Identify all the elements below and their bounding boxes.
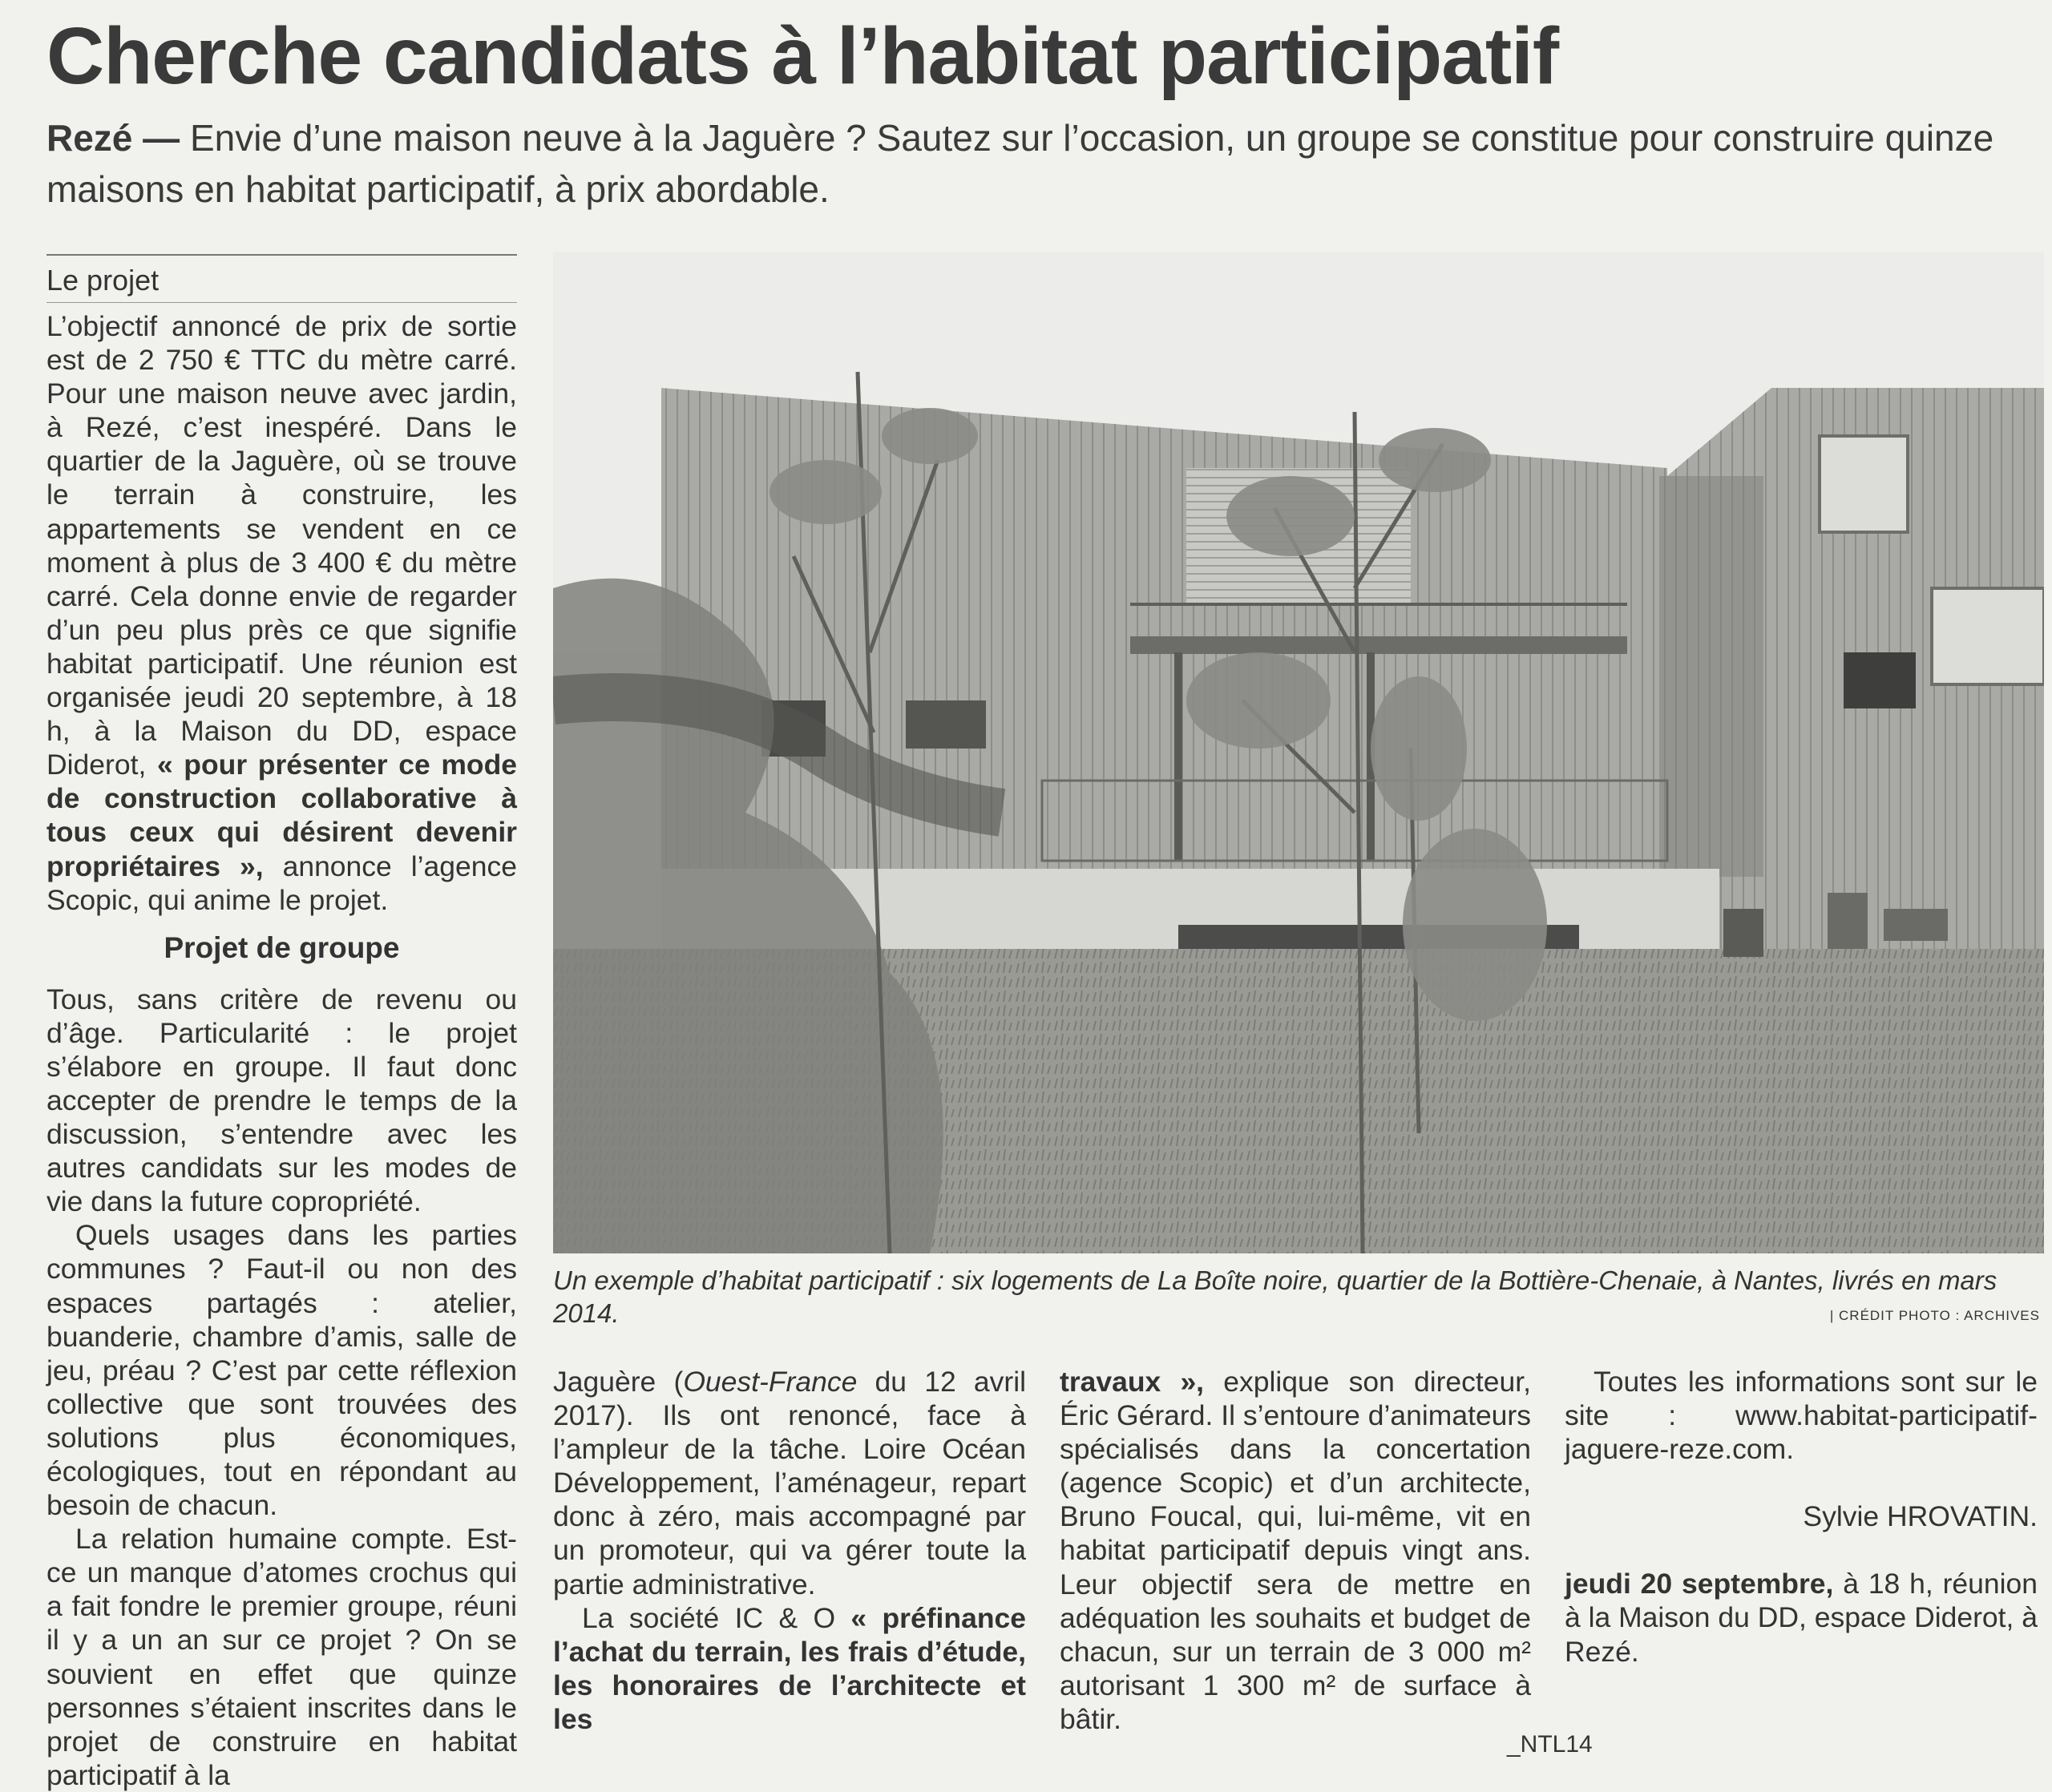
section1-rule [46,254,517,256]
column2-text-c: La société IC & O [582,1601,851,1634]
photo-credit: | CRÉDIT PHOTO : ARCHIVES [1829,1308,2040,1323]
column-3 [1060,1365,1531,1736]
section1-text-end: annonce l’agence Scopic, qui anime le projet. [46,850,517,916]
headline: Cherche candidats à l’habitat participatif [46,11,1559,101]
chapo-text: Envie d’une maison neuve à la Jaguère ? Sautez sur l’occasion, un groupe se constitue pour construire quinze maisons en habitat participatif, à prix abordable. [46,117,1994,210]
column3-text: explique son directeur, Éric Gérard. Il s’entoure d’animateurs spécialisés dans la concertation (agence Scopic) et d’un architecte, Bruno Foucal, qui, lui-même, vit en habitat participatif depuis vingt ans. Leur objectif sera de mettre en adéquation les souhaits et budget de chacun, sur un terrain de 3 000 m² autorisant 1 300 m² de surface à bâtir. [1060,1366,1532,1735]
section2-paragraph-1: Tous, sans critère de revenu ou d’âge. Particularité : le projet s’élabore en groupe. Il faut donc accepter de prendre le temps de la discussion, s’entendre avec les autres candidats sur les modes de vie dans la future copropriété. [46,983,517,1218]
section2-paragraph-3: La relation humaine compte. Est-ce un manque d’atomes crochus qui a fait fondre le premier groupe, réuni il y a un an sur ce projet ? On se souvient en effet que quinze personnes s’étaient inscrites dans le projet de construire en habitat participatif à la [46,1523,517,1791]
column2-text-b: du 12 avril 2017). Ils ont renoncé, face à l’ampleur de la tâche. Loire Océan Développement, l’aménageur, repart donc à zéro, mais accompagné par un promoteur, qui va gérer toute la partie administrative. [553,1366,1026,1600]
column-4 [1565,1365,2038,1669]
section1-title-underline [46,302,517,303]
section1-paragraph [46,309,517,917]
event-text: à 18 h, réunion à la Maison du DD, espace Diderot, à Rezé. [1565,1568,2038,1668]
chapo-city: Rezé — [46,117,180,159]
section1-title: Le projet [46,264,160,297]
section1-quote: « pour présenter ce mode de construction collaborative à tous ceux qui désirent devenir propriétaires », [46,749,518,882]
column2-paragraph-2 [553,1601,1026,1736]
article-photo [553,252,2044,1253]
author-signature: Sylvie HROVATIN. [1803,1500,2038,1533]
column-2 [553,1365,1026,1736]
column2-quote: « préfinance l’achat du terrain, les frais d’étude, les honoraires de l’architecte et les [553,1601,1027,1735]
section2-paragraph-2: Quels usages dans les parties communes ? Faut-il ou non des espaces partagés : atelier, buanderie, chambre d’amis, salle de jeu, préau ? C’est par cette réflexion collective que sont trouvées des solutions plus économiques, écologiques, tout en répondant au besoin de chacun. [46,1219,517,1522]
column3-paragraph [1060,1365,1531,1736]
section2-title: Projet de groupe [164,930,400,964]
info-paragraph: Toutes les informations sont sur le site : www.habitat-participatif-jaguere-reze.com. [1565,1366,2038,1466]
page-code: _NTL14 [1507,1731,1593,1758]
chapo [46,112,2002,215]
column2-paragraph-1 [553,1365,1026,1601]
photo-caption: Un exemple d’habitat participatif : six logements de La Boîte noire, quartier de la Bottière-Chenaie, à Nantes, livrés en mars 2014. [553,1265,1997,1328]
column3-quote-end: travaux », [1060,1366,1205,1398]
column2-source: Ouest-France [683,1366,858,1398]
event-box [1565,1567,2038,1668]
section1-text: L’objectif annoncé de prix de sortie est de 2 750 € TTC du mètre carré. Pour une maison neuve avec jardin, à Rezé, c’est inespéré. Dans le quartier de la Jaguère, où se trouve le terrain à construire, les appartements se vendent en ce moment à plus de 3 400 € du mètre carré. Cela donne envie de regarder d’un peu plus près ce que signifie habitat participatif. Une réunion est organisée jeudi 20 septembre, à 18 h, à la Maison du DD, espace Diderot, [46,310,517,781]
event-date: jeudi 20 septembre, [1565,1568,1834,1600]
column2-text-a: Jaguère ( [553,1366,684,1398]
column-1 [46,309,517,1792]
